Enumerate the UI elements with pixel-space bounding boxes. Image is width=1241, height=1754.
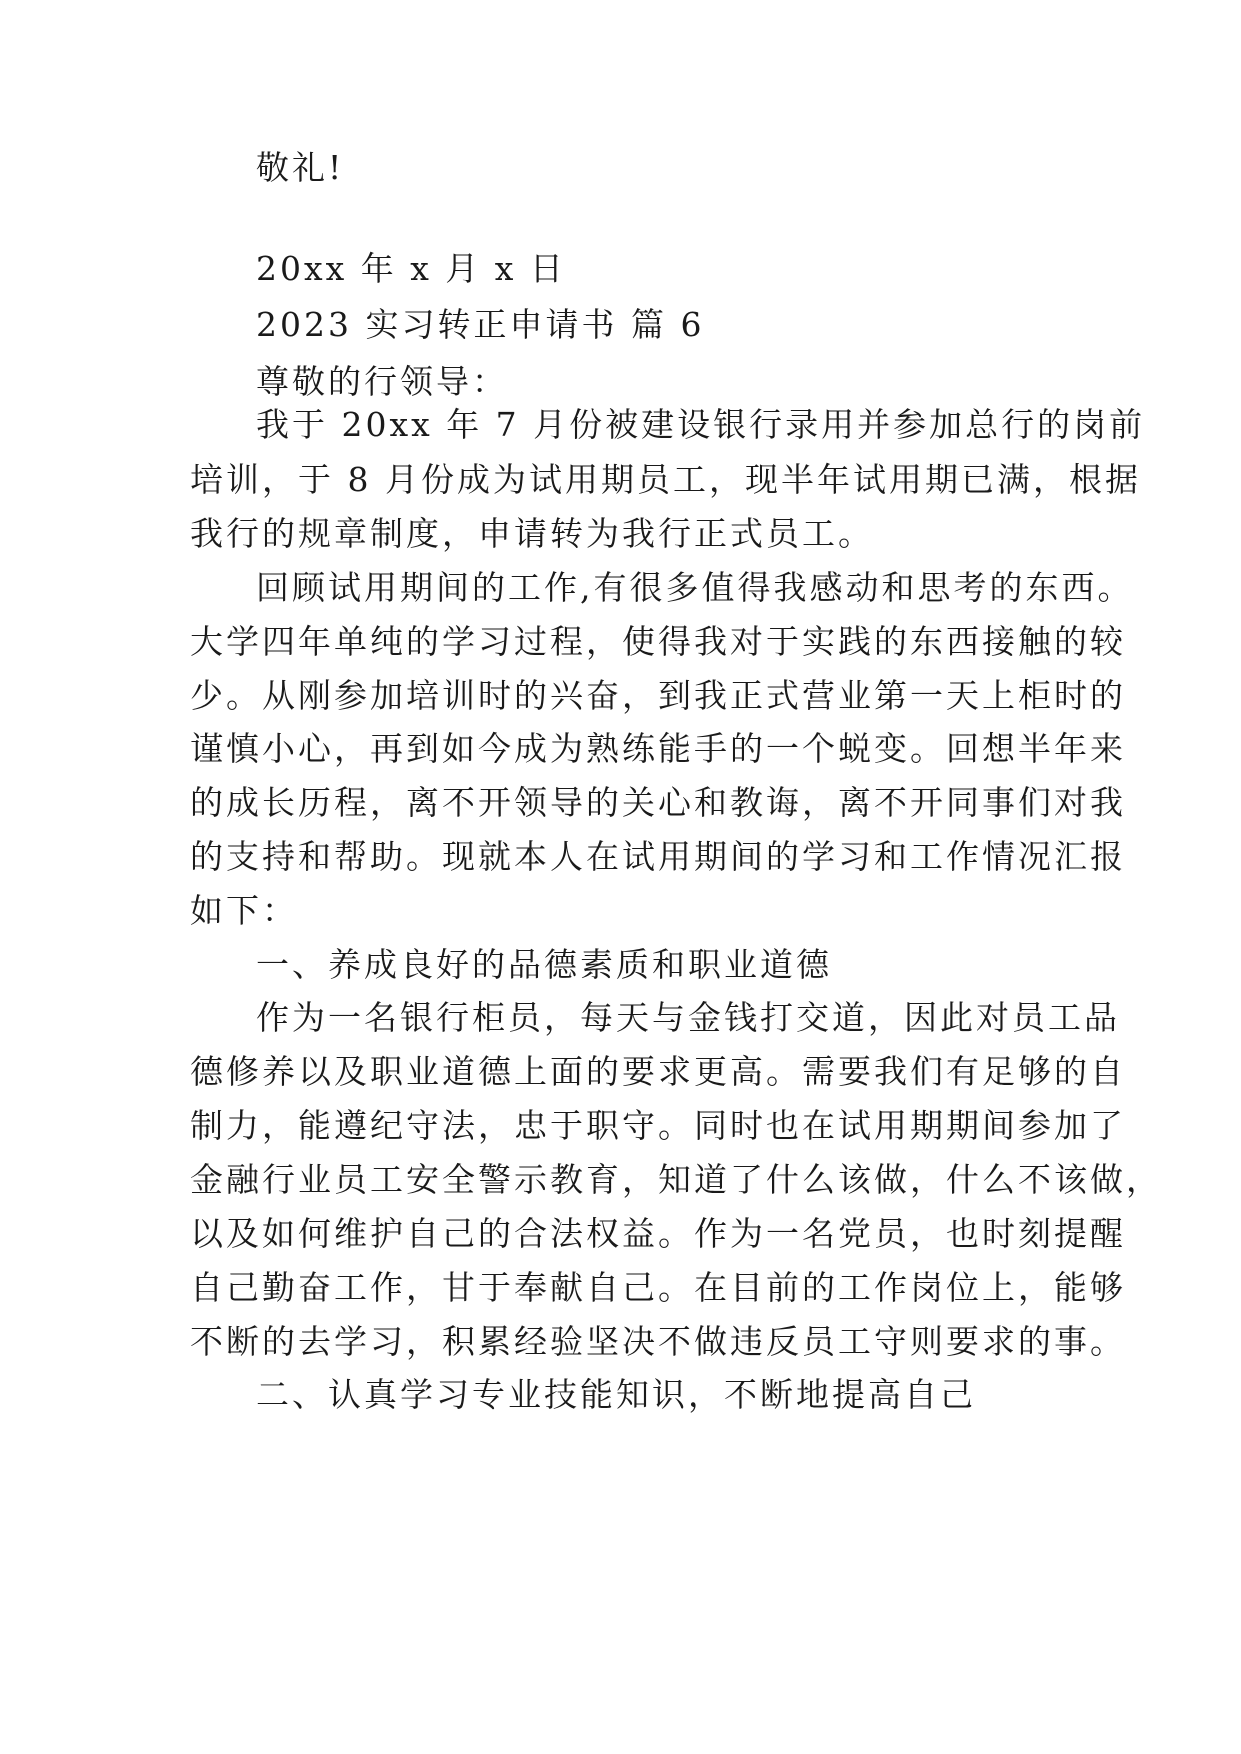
paragraph-3-line-2: 德修养以及职业道德上面的要求更高。需要我们有足够的自 <box>190 1052 1126 1091</box>
paragraph-3-line-4: 金融行业员工安全警示教育，知道了什么该做，什么不该做， <box>190 1160 1162 1199</box>
paragraph-2-line-4: 谨慎小心，再到如今成为熟练能手的一个蜕变。回想半年来 <box>190 729 1126 768</box>
heading-1: 一、养成良好的品德素质和职业道德 <box>256 945 832 984</box>
section-title: 2023 实习转正申请书 篇 6 <box>256 305 705 344</box>
paragraph-1-line-2: 培训，于 8 月份成为试用期员工，现半年试用期已满，根据 <box>190 460 1141 499</box>
date-line: 20xx 年 x 月 x 日 <box>256 249 566 288</box>
paragraph-2-line-1: 回顾试用期间的工作,有很多值得我感动和思考的东西。 <box>256 568 1134 607</box>
heading-2: 二、认真学习专业技能知识，不断地提高自己 <box>256 1375 976 1414</box>
paragraph-2-line-5: 的成长历程，离不开领导的关心和教诲，离不开同事们对我 <box>190 783 1126 822</box>
paragraph-2-line-3: 少。从刚参加培训时的兴奋，到我正式营业第一天上柜时的 <box>190 676 1126 715</box>
paragraph-3-line-5: 以及如何维护自己的合法权益。作为一名党员，也时刻提醒 <box>190 1214 1126 1253</box>
paragraph-1-line-3: 我行的规章制度，申请转为我行正式员工。 <box>190 514 874 553</box>
paragraph-2-line-6: 的支持和帮助。现就本人在试用期间的学习和工作情况汇报 <box>190 837 1126 876</box>
paragraph-3-line-6: 自己勤奋工作，甘于奉献自己。在目前的工作岗位上，能够 <box>190 1268 1126 1307</box>
paragraph-2-line-7: 如下： <box>190 891 298 930</box>
salutation: 尊敬的行领导： <box>256 362 508 401</box>
paragraph-3-line-1: 作为一名银行柜员，每天与金钱打交道，因此对员工品 <box>256 998 1120 1037</box>
paragraph-3-line-3: 制力，能遵纪守法，忠于职守。同时也在试用期期间参加了 <box>190 1106 1126 1145</box>
paragraph-3-line-7: 不断的去学习，积累经验坚决不做违反员工守则要求的事。 <box>190 1322 1126 1361</box>
closing-line: 敬礼! <box>256 148 345 187</box>
paragraph-1-line-1: 我于 20xx 年 7 月份被建设银行录用并参加总行的岗前 <box>256 405 1146 444</box>
paragraph-2-line-2: 大学四年单纯的学习过程，使得我对于实践的东西接触的较 <box>190 622 1126 661</box>
